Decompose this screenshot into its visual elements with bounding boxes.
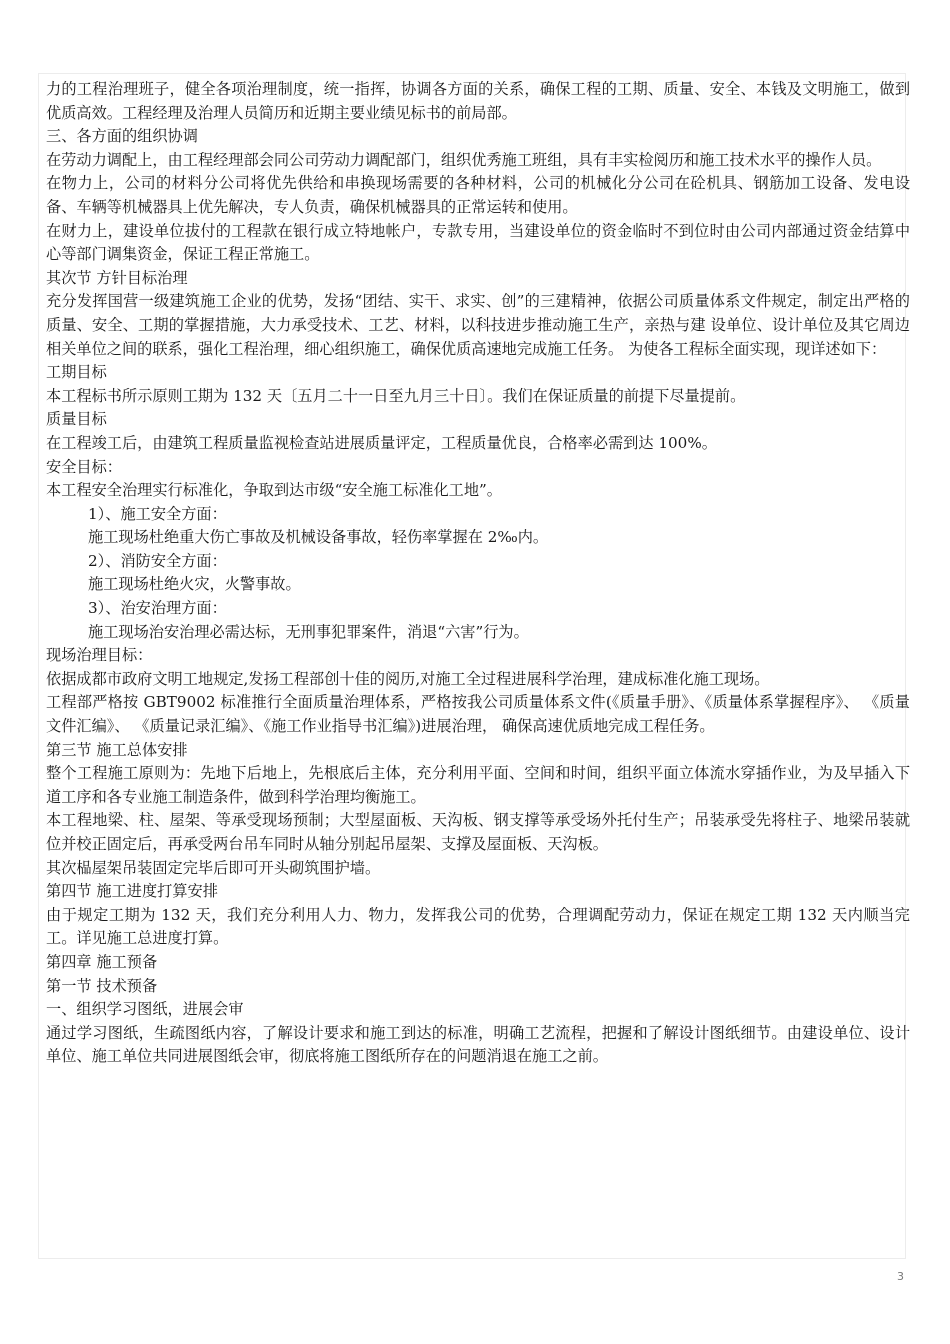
heading-safety-goal: 安全目标： (46, 457, 122, 476)
paragraph-management-team: 力的工程治理班子，健全各项治理制度，统一指挥，协调各方面的关系，确保工程的工期、质量、安全、本钱及文明施工，做到优质高效。工程经理及治理人员简历和近期主要业绩见标书的前局部。 (46, 80, 910, 122)
paragraph-quality-goal: 在工程竣工后，由建筑工程质量监视检查站进展质量评定，工程质量优良，合格率必需到达 100%。 (46, 433, 717, 452)
list-text-fire-safety: 施工现场杜绝火灾，火警事故。 (88, 575, 301, 594)
paragraph-finance: 在财力上，建设单位拔付的工程款在银行成立特地帐户，专款专用，当建设单位的资金临时不到位时由公司内部通过资金结算中心等部门调集资金，保证工程正常施工。 (46, 221, 910, 264)
heading-site-goal: 现场治理目标： (46, 646, 153, 665)
paragraph-materials: 在物力上，公司的材料分公司将优先供给和串换现场需要的各种材料，公司的机械化分公司在砼机具、钢筋加工设备、发电设备、车辆等机械器具上优先解决，专人负责，确保机械器具的正常运转和使用。 (46, 174, 910, 216)
chapter-heading-preparation: 第四章 施工预备 (46, 952, 158, 971)
heading-quality-goal: 质量目标 (46, 410, 107, 429)
list-item-fire-safety: 2）、消防安全方面： (88, 551, 227, 570)
heading-drawing-review: 一、组织学习图纸，进展会审 (46, 1000, 244, 1019)
list-item-construction-safety: 1）、施工安全方面： (88, 504, 227, 523)
paragraph-quality-system: 工程部严格按 GBT9002 标准推行全面质量治理体系，严格按我公司质量体系文件(《质量手册》、《质量体系掌握程序》、 《质量文件汇编》、 《质量记录汇编》、《施工作业指导书汇编》)进展治理， 确保高速优质地完成工程任务。 (46, 693, 910, 736)
section-heading-goals: 其次节 方针目标治理 (46, 268, 188, 287)
list-text-security: 施工现场治安治理必需达标，无刑事犯罪案件，消退“六害”行为。 (88, 622, 529, 641)
document-body (46, 78, 910, 1069)
section-heading-technical-prep: 第一节 技术预备 (46, 976, 158, 995)
list-text-construction-safety: 施工现场杜绝重大伤亡事故及机械设备事故，轻伤率掌握在 2‰内。 (88, 528, 549, 547)
paragraph-overall-principle: 整个工程施工原则为：先地下后地上，先根底后主体，充分利用平面、空间和时间，组织平面立体流水穿插作业，为及早插入下道工序和各专业施工制造条件，做到科学治理均衡施工。 (46, 764, 910, 806)
paragraph-progress-plan: 由于规定工期为 132 天，我们充分利用人力、物力，发挥我公司的优势，合理调配劳动力，保证在规定工期 132 天内顺当完工。详见施工总进度打算。 (46, 905, 910, 948)
page-number: 3 (897, 1270, 904, 1283)
section-heading-progress-plan: 第四节 施工进度打算安排 (46, 882, 218, 901)
paragraph-safety-goal: 本工程安全治理实行标准化，争取到达市级“安全施工标准化工地”。 (46, 481, 502, 500)
list-item-security: 3）、治安治理方面： (88, 599, 227, 618)
section-heading-overall-plan: 第三节 施工总体安排 (46, 740, 188, 759)
heading-coordination: 三、各方面的组织协调 (46, 127, 198, 146)
heading-schedule-goal: 工期目标 (46, 363, 107, 382)
paragraph-wall-masonry: 其次榀屋架吊装固定完毕后即可开头砌筑围护墙。 (46, 858, 381, 877)
paragraph-schedule-goal: 本工程标书所示原则工期为 132 天〔五月二十一日至九月三十日〕。我们在保证质量的前提下尽量提前。 (46, 386, 746, 405)
paragraph-drawing-review: 通过学习图纸，生疏图纸内容，了解设计要求和施工到达的标准，明确工艺流程，把握和了解设计图纸细节。由建设单位、设计单位、施工单位共同进展图纸会审，彻底将施工图纸所存在的问题消退在施工之前。 (46, 1023, 910, 1066)
paragraph-site-goal: 依据成都市政府文明工地规定,发扬工程部创十佳的阅历,对施工全过程进展科学治理，建成标准化施工现场。 (46, 669, 770, 688)
paragraph-goals-intro: 充分发挥国营一级建筑施工企业的优势，发扬“团结、实干、求实、创”的三建精神，依据公司质量体系文件规定，制定出严格的质量、安全、工期的掌握措施，大力承受技术、工艺、材料，以科技进步推动施工生产，亲热与建 设单位、设计单位及其它周边相关单位之间的联系，强化工程治理，细心组织施工，确保优质高速地完成施工任务。 为使各工程标全面实现，现详述如下： (46, 292, 910, 358)
paragraph-prefab-lifting: 本工程地梁、柱、屋架、等承受现场预制；大型屋面板、天沟板、钢支撑等承受场外托付生产；吊装承受先将柱子、地梁吊装就位并校正固定后，再承受两台吊车同时从轴分别起吊屋架、支撑及屋面板、天沟板。 (46, 811, 910, 853)
paragraph-labor: 在劳动力调配上，由工程经理部会同公司劳动力调配部门，组织优秀施工班组，具有丰实检阅历和施工技术水平的操作人员。 (46, 150, 882, 169)
